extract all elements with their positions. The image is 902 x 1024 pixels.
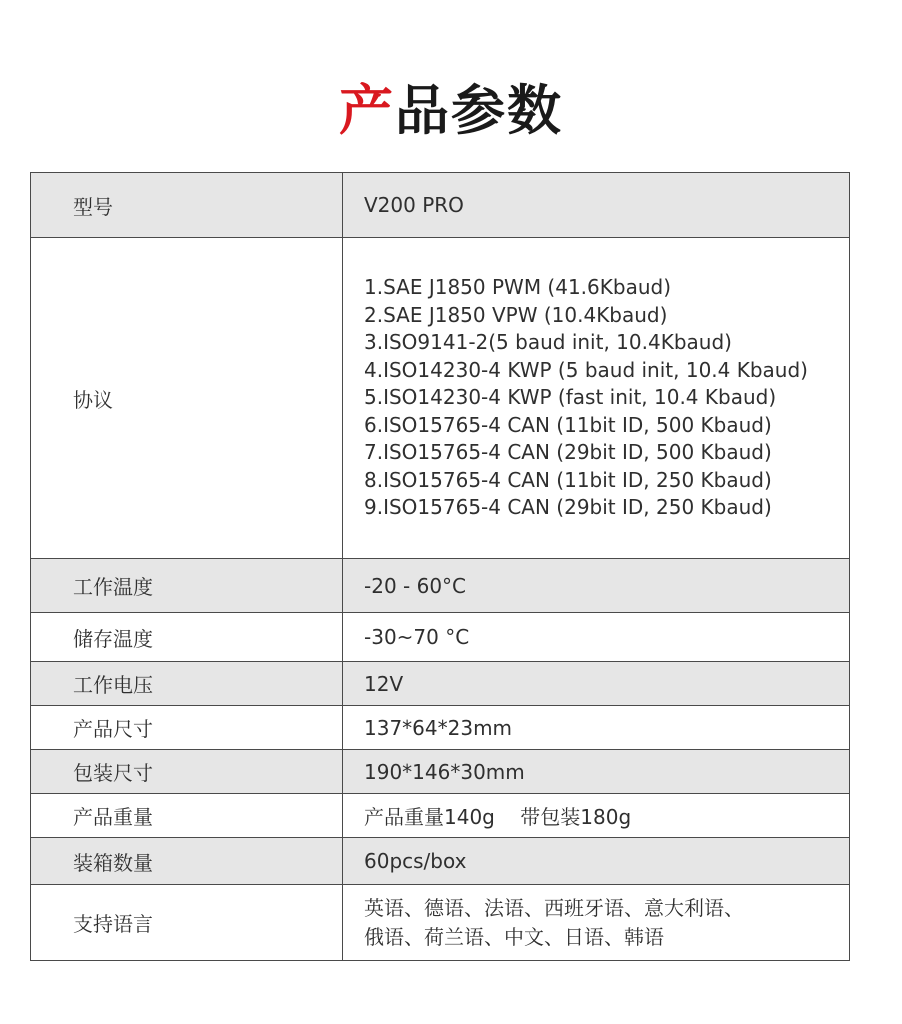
protocol-item: 8.ISO15765-4 CAN (11bit ID, 250 Kbaud): [364, 467, 772, 492]
spec-table: [30, 172, 850, 961]
language-line: 英语、德语、法语、西班牙语、意大利语、: [364, 895, 744, 920]
spec-value: V200 PRO: [343, 173, 850, 238]
spec-value: 137*64*23mm: [343, 706, 850, 750]
spec-label: 型号: [31, 173, 343, 238]
spec-label: 支持语言: [31, 885, 343, 961]
protocol-item: 3.ISO9141-2(5 baud init, 10.4Kbaud): [364, 330, 732, 355]
spec-label: 储存温度: [31, 613, 343, 662]
spec-row-voltage: [31, 662, 850, 706]
spec-value: -20 - 60°C: [343, 559, 850, 613]
page-title-accent: 产: [339, 79, 395, 142]
spec-row-model: [31, 173, 850, 238]
spec-label: 工作电压: [31, 662, 343, 706]
spec-row-operating-temp: [31, 559, 850, 613]
spec-row-weight: [31, 794, 850, 838]
spec-row-carton-qty: [31, 838, 850, 885]
spec-label: 装箱数量: [31, 838, 343, 885]
protocol-item: 5.ISO14230-4 KWP (fast init, 10.4 Kbaud): [364, 385, 777, 410]
spec-label: 工作温度: [31, 559, 343, 613]
spec-label: 包装尺寸: [31, 750, 343, 794]
spec-row-storage-temp: [31, 613, 850, 662]
protocol-item: 9.ISO15765-4 CAN (29bit ID, 250 Kbaud): [364, 495, 772, 520]
page-title-rest: 品参数: [395, 79, 563, 142]
spec-row-product-size: [31, 706, 850, 750]
protocol-list: [343, 238, 850, 559]
protocol-item: 7.ISO15765-4 CAN (29bit ID, 500 Kbaud): [364, 440, 772, 465]
spec-label: 协议: [31, 238, 343, 559]
spec-value: 12V: [343, 662, 850, 706]
spec-value: 60pcs/box: [343, 838, 850, 885]
language-line: 俄语、荷兰语、中文、日语、韩语: [364, 924, 664, 949]
page-title: [0, 78, 902, 144]
spec-label: 产品重量: [31, 794, 343, 838]
spec-row-languages: [31, 885, 850, 961]
spec-value: 190*146*30mm: [343, 750, 850, 794]
protocol-item: 6.ISO15765-4 CAN (11bit ID, 500 Kbaud): [364, 412, 772, 437]
spec-value: -30~70 °C: [343, 613, 850, 662]
protocol-item: 4.ISO14230-4 KWP (5 baud init, 10.4 Kbaud): [364, 357, 808, 382]
protocol-item: 1.SAE J1850 PWM (41.6Kbaud): [364, 275, 672, 300]
spec-row-protocol: [31, 238, 850, 559]
language-list: [343, 885, 850, 961]
protocol-item: 2.SAE J1850 VPW (10.4Kbaud): [364, 302, 668, 327]
spec-value: 产品重量140g 带包装180g: [343, 794, 850, 838]
spec-row-package-size: [31, 750, 850, 794]
spec-label: 产品尺寸: [31, 706, 343, 750]
